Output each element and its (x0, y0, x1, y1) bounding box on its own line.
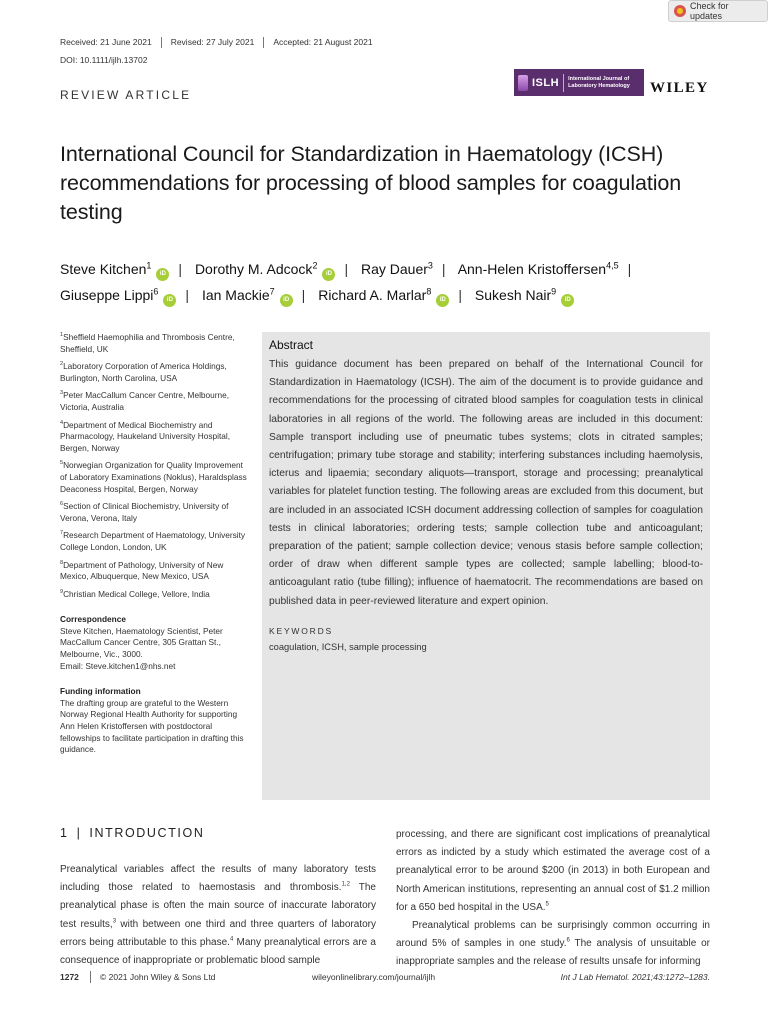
funding-text: The drafting group are grateful to the Western Norway Regional Health Authority for supporting Ann Helen Kristoffersen with postdoctoral fellowships to facilitate participation in drafting this guidance. (60, 697, 244, 755)
revised-date: Revised: 27 July 2021 (161, 37, 264, 48)
author-list: Steve Kitchen$^1$iD | Dorothy M. Adcock$^2$iD | Ray Dauer$^3$ | Ann-Helen Kristoffersen$^{4,5}$ | Giuseppe Lippi$^6$iD | Ian Mackie$^7$iD | Richard A. Marlar$^8$iD | Sukesh Nair$^9$iD (60, 256, 720, 308)
paragraph: Preanalytical variables affect the results of many laboratory tests including those related to haemostasis and thrombosis.$^{1,2}$ The preanalytical phase is often the main source of inaccurate laboratory test results,$^3$ with between one third and three quarters of laboratory errors being attributable to this phase.$^4$ Many preanalytical errors are a consequence of inappropriate or problematic blood sample (60, 864, 376, 967)
crossmark-icon (674, 5, 686, 17)
paragraph: processing, and there are significant cost implications of preanalytical errors as indicted by a study which estimated the average cost of a preanalytical error to be around $200 (in 2013) in both European and North American institutions, representing an annual cost of $1.2 million for a 650 bed hospital in the USA.$^5$ (396, 829, 710, 913)
correspondence-heading: Correspondence (60, 614, 126, 625)
funding-information (60, 686, 248, 756)
journal-name (568, 76, 630, 90)
orcid-icon[interactable]: iD (156, 268, 169, 281)
copyright: © 2021 John Wiley & Sons Ltd (100, 972, 216, 982)
orcid-icon[interactable]: iD (280, 294, 293, 307)
body-column-right (396, 826, 710, 972)
author[interactable]: Richard A. Marlar$^8$iD (318, 287, 449, 303)
citation-ref[interactable]: 3 (112, 918, 117, 925)
logo-divider (563, 74, 564, 92)
journal-logo-text: ISLH (532, 76, 560, 89)
correspondence-text: Steve Kitchen, Haematology Scientist, Peter MacCallum Cancer Centre, 305 Grattan St., Melbourne, Vic., 3000. (60, 625, 223, 660)
author[interactable]: Dorothy M. Adcock$^2$iD (195, 261, 336, 277)
journal-name-line1: International Journal of (568, 75, 630, 82)
citation-ref[interactable]: 6 (566, 937, 570, 944)
page-number: 1272 (60, 972, 79, 982)
abstract-text: This guidance document has been prepared on behalf of the International Council for Standardization in Haematology (ICSH). The aim of the document is to provide guidance and recommendations for the processing of citrated blood samples for coagulation tests in clinical laboratories in all regions of the world. The following areas are included in this document: Sample transport including use of pneumatic tubes systems; clots in citrated samples; centrifugation; primary tube storage and stability; interfering substances including haemolysis, icterus and lipaemia; secondary aliquots—transport, storage and processing; preanalytical variables for platelet function testing. The following areas are excluded from this document, but are included in an associated ICSH document addressing collection of samples for coagulation tests in clinical laboratories; ordering tests; sample collection tube and anticoagulant; preparation of the patient; sample collection device; venous stasis before sample collection; order of draw when different sample types are collected; sample labelling; blood-to-anticoagulant ratio (tube filling); influence of haematocrit. The recommendations are based on published data in peer-reviewed literature and expert opinion. (269, 359, 703, 607)
body-column-left (60, 861, 376, 970)
article-title: International Council for Standardization in Haematology (ICSH) recommendations for processing of blood samples for coagulation testing (60, 142, 682, 224)
paragraph: Preanalytical problems can be surprisingly common occurring in around 5% of samples in one study.$^6$ The analysis of unsuitable or inappropriate samples and the release of results unsafe for informing (396, 920, 710, 968)
affiliation: $^6$Section of Clinical Biochemistry, University of Verona, Verona, Italy (60, 501, 229, 523)
article-dates (60, 37, 382, 48)
funding-heading: Funding information (60, 686, 141, 697)
accepted-date: Accepted: 21 August 2021 (263, 37, 381, 48)
check-for-updates-label: Check for updates (690, 1, 729, 21)
keywords: coagulation, ICSH, sample processing (269, 641, 427, 652)
author[interactable]: Ian Mackie$^7$iD (202, 287, 293, 303)
doi[interactable]: DOI: 10.1111/ijlh.13702 (60, 55, 148, 65)
publisher-logo: WILEY (650, 80, 709, 96)
affiliation: $^7$Research Department of Haematology, University College London, London, UK (60, 530, 246, 552)
author[interactable]: Sukesh Nair$^9$iD (475, 287, 574, 303)
author[interactable]: Ray Dauer$^3$ (360, 260, 433, 277)
orcid-icon[interactable]: iD (561, 294, 574, 307)
journal-citation: Int J Lab Hematol. 2021;43:1272–1283. (560, 972, 710, 982)
affiliation: $^1$Sheffield Haemophilia and Thrombosis Centre, Sheffield, UK (60, 332, 235, 354)
correspondence (60, 614, 248, 672)
citation-ref[interactable]: 4 (229, 936, 234, 943)
section-heading (60, 826, 204, 840)
page-footer (60, 972, 710, 986)
section-title: INTRODUCTION (89, 826, 205, 840)
section-separator: | (76, 826, 82, 840)
keywords-heading: KEYWORDS (269, 625, 333, 636)
orcid-icon[interactable]: iD (322, 268, 335, 281)
citation-ref[interactable]: 5 (545, 901, 549, 908)
article-type: REVIEW ARTICLE (60, 88, 192, 102)
citation-ref[interactable]: 1,2 (341, 881, 350, 888)
footer-divider (90, 971, 91, 983)
affiliation: $^2$Laboratory Corporation of America Holdings, Burlington, North Carolina, USA (60, 361, 227, 383)
islh-logo-icon (518, 75, 528, 91)
affiliation: $^8$Department of Pathology, University of New Mexico, Albuquerque, New Mexico, USA (60, 559, 224, 582)
correspondence-email[interactable]: Email: Steve.kitchen1@nhs.net (60, 660, 176, 671)
abstract-heading: Abstract (269, 338, 314, 352)
affiliation: $^9$Christian Medical College, Vellore, India (60, 588, 210, 599)
orcid-icon[interactable]: iD (163, 294, 176, 307)
affiliations-sidebar (60, 332, 248, 756)
section-number: 1 (60, 826, 69, 840)
author[interactable]: Ann-Helen Kristoffersen$^{4,5}$ (457, 260, 619, 277)
received-date: Received: 21 June 2021 (60, 37, 152, 47)
orcid-icon[interactable]: iD (436, 294, 449, 307)
journal-name-line2: Laboratory Hematology (568, 82, 630, 89)
author[interactable]: Giuseppe Lippi$^6$iD (60, 287, 176, 303)
journal-url[interactable]: wileyonlinelibrary.com/journal/ijlh (312, 972, 436, 982)
abstract-box (262, 332, 710, 800)
affiliation: $^4$Department of Medical Biochemistry and Pharmacology, Haukeland University Hospital, Bergen, Norway (60, 419, 231, 453)
journal-logo (514, 69, 644, 96)
affiliation: $^5$Norwegian Organization for Quality Improvement of Laboratory Examinations (Noklus), Haraldsplass Deaconess Hospital, Bergen, Norway (60, 460, 247, 494)
check-for-updates-button[interactable] (668, 0, 768, 22)
author[interactable]: Steve Kitchen$^1$iD (60, 261, 169, 277)
affiliation: $^3$Peter MacCallum Cancer Centre, Melbourne, Victoria, Australia (60, 390, 230, 412)
